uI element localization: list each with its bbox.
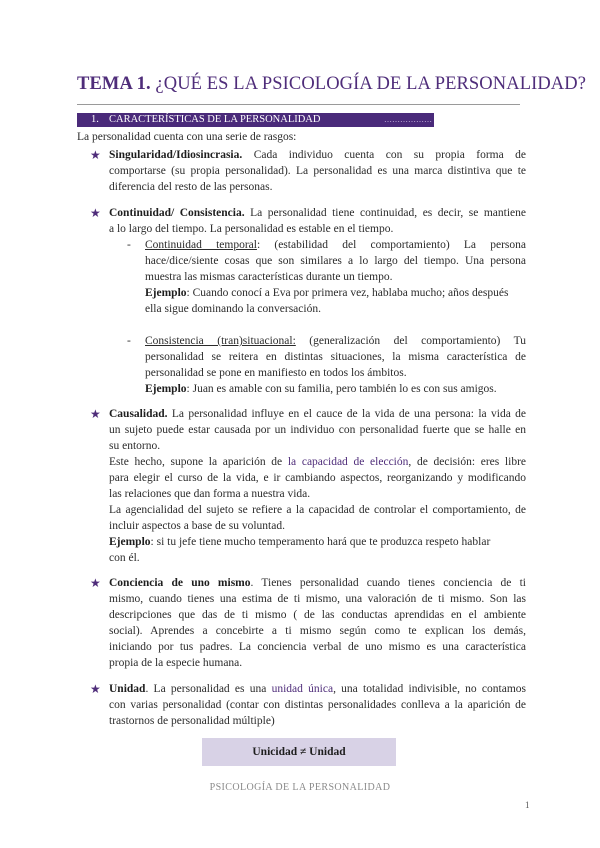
title-text: ¿QUÉ ES LA PSICOLOGÍA DE LA PERSONALIDAD? [155,74,587,94]
page-number: 1 [525,800,530,810]
conciencia-line-5: iniciando por tus padres. La conciencia verbal de uno mismo es una característica [109,641,526,653]
section-heading-bar [77,113,434,127]
title-divider [77,104,520,105]
causalidad-p2-line-3: las relaciones que dan forma a nuestra vida. [109,488,311,500]
temporal-term: Continuidad temporal [145,239,257,251]
unicidad-box: Unicidad ≠ Unidad [202,738,396,766]
situacional-line-3: personalidad se pone en manifiesto en todos los ámbitos. [145,367,407,379]
star-bullet-icon: ★ [90,576,101,590]
singularidad-line-1: Singularidad/Idiosincrasia. Cada individuo cuenta con su propia forma de [109,149,526,161]
singularidad-heading: Singularidad/Idiosincrasia. [109,149,243,161]
temporal-example-line-1: Ejemplo: Cuando conocí a Eva por primera vez, hablaba mucho; años después [145,287,509,299]
title-number: TEMA 1. [77,74,151,94]
conciencia-line-1: Conciencia de uno mismo. Tienes personalidad cuando tienes conciencia de ti [109,577,526,589]
highlight-capacidad-eleccion: la capacidad de elección [287,456,409,468]
dash-bullet: - [127,335,131,347]
example-label: Ejemplo [145,287,187,299]
causalidad-line-1: Causalidad. La personalidad influye en el cauce de la vida de una persona: la vida de [109,408,527,420]
intro-text: La personalidad cuenta con una serie de rasgos: [77,131,297,143]
conciencia-line-6: propia de la especie humana. [109,657,243,669]
causalidad-heading: Causalidad. [109,408,168,420]
causalidad-p3-line-1: La agencialidad del sujeto se refiere a la capacidad de controlar el comportamiento, de [109,504,526,516]
section-leader: ……………… [384,115,432,124]
star-bullet-icon: ★ [90,206,101,220]
singularidad-line-3: diferencia del resto de las personas. [109,181,273,193]
unidad-heading: Unidad [109,683,146,695]
causalidad-p2-line-1: Este hecho, supone la aparición de la capacidad de elección, de decisión: eres libre [109,456,526,468]
situacional-line-2: personalidad se reitera en distintas situaciones, la misma característica de [145,351,526,363]
causalidad-line-2: un sujeto puede estar causada por un individuo con personalidad fuerte que se halle en [109,424,526,436]
conciencia-line-4: social). Aprendes a concebirte a ti mismo según como te explican los demás, [109,625,526,637]
causalidad-p2-line-2: para elegir el curso de la vida, e ir cambiando aspectos, reorganizando y modificando [109,472,526,484]
star-bullet-icon: ★ [90,407,101,421]
unidad-line-1: Unidad. La personalidad es una unidad única, una totalidad indivisible, no contamos [109,683,526,695]
conciencia-line-2: mismo, cuando tienes una estima de ti mismo, una valoración de ti mismo. Son las [109,593,526,605]
example-label: Ejemplo [109,536,151,548]
conciencia-line-3: descripciones que das de ti mismo ( de las conductas aprendidas en el ambiente [109,609,526,621]
singularidad-line-2: comportarse (su propia personalidad). La personalidad es una marca distintiva que te [109,165,526,177]
star-bullet-icon: ★ [90,148,101,162]
causalidad-example-line-2: con él. [109,552,140,564]
causalidad-p3-line-2: incluir aspectos a base de su voluntad. [109,520,285,532]
temporal-line-2: hace/dice/siente cosas que son similares a lo largo del tiempo. Una persona [145,255,526,267]
page-title [77,74,586,95]
page-footer: PSICOLOGÍA DE LA PERSONALIDAD [209,782,391,793]
temporal-line-3: muestra las mismas características durante un tiempo. [145,271,393,283]
example-label: Ejemplo [145,383,187,395]
situacional-line-1: Consistencia (tran)situacional: (generalización del comportamiento) Tu [145,335,527,347]
unidad-line-2: con varias personalidad (contar con distintas personalidades conlleva a la aparición de [109,699,526,711]
dash-bullet: - [127,239,131,251]
section-number: 1. [91,114,99,125]
highlight-unidad-unica: unidad única [271,683,334,695]
temporal-example-line-2: ella sigue dominando la conversación. [145,303,321,315]
situacional-example: Ejemplo: Juan es amable con su familia, pero también lo es con sus amigos. [145,383,497,395]
star-bullet-icon: ★ [90,682,101,696]
causalidad-example-line-1: Ejemplo: si tu jefe tiene mucho temperamento hará que te produzca respeto hablar [109,536,491,548]
continuidad-line-2: a lo largo del tiempo. La personalidad es estable en el tiempo. [109,223,394,235]
section-heading: CARACTERÍSTICAS DE LA PERSONALIDAD [109,114,321,125]
unidad-line-3: trastornos de personalidad múltiple) [109,715,275,727]
causalidad-line-3: su entorno. [109,440,161,452]
continuidad-heading: Continuidad/ Consistencia. [109,207,245,219]
continuidad-line-1: Continuidad/ Consistencia. La personalidad tiene continuidad, es decir, se mantiene [109,207,527,219]
conciencia-heading: Conciencia de uno mismo [109,577,251,589]
situacional-term: Consistencia (tran)situacional: [145,335,296,347]
temporal-line-1: Continuidad temporal: (estabilidad del comportamiento) La persona [145,239,527,251]
